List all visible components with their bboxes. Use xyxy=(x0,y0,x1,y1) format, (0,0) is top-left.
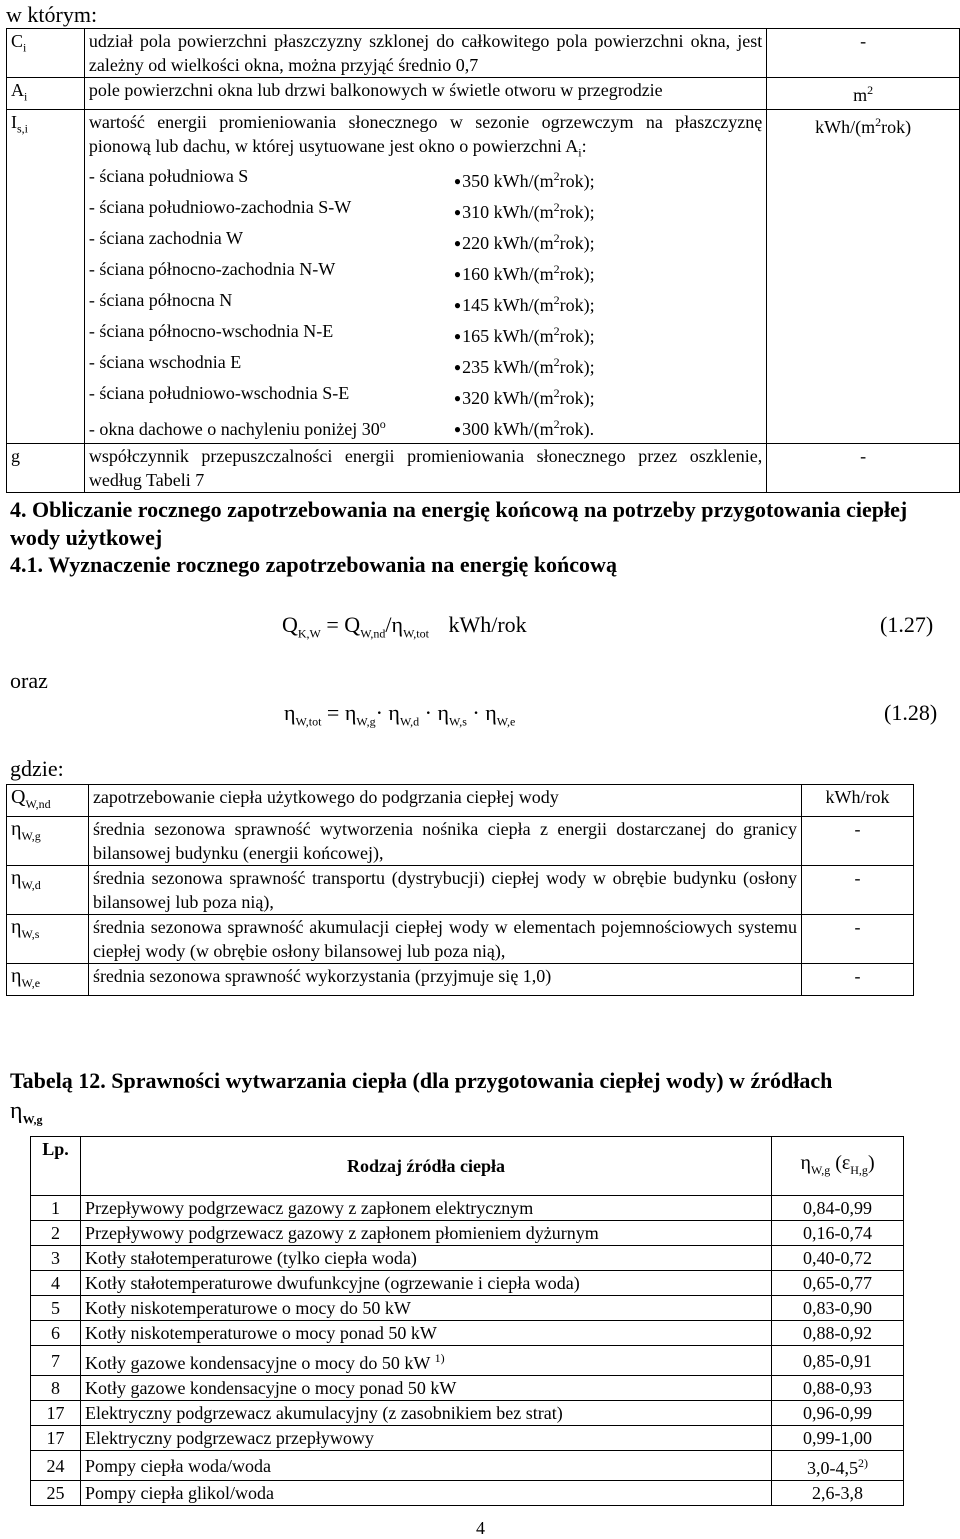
gdzie-text: gdzie: xyxy=(10,756,64,781)
unit-cell: - xyxy=(802,915,914,964)
table-row: 17 Elektryczny podgrzewacz przepływowy 0,99-1,00 xyxy=(31,1426,904,1451)
table-caption: Tabelą 12. Sprawności wytwarzania ciepła (dla przygotowania ciepłej wody) w źródłach $\eta_{W,g}$ xyxy=(10,1068,833,1127)
unit-cell: - xyxy=(802,866,914,915)
table-row xyxy=(7,964,914,996)
oraz-text: oraz xyxy=(10,668,48,693)
table-row xyxy=(7,29,960,78)
symbol-cell: $C_i$ xyxy=(7,29,85,78)
equation-number: (1.28) xyxy=(884,700,938,725)
list-item: - ściana południowo-zachodnia S-W ● 310 kWh/$(m^2rok)$; xyxy=(89,195,762,226)
description-cell: średnia sezonowa sprawność transportu (dystrybucji) ciepłej wody w obrębie budynku (osłony bilansowej lub poza nią), xyxy=(88,866,801,915)
description-cell: wartość energii promieniowania słonecznego w sezonie ogrzewczym na płaszczyznę pionową lub dachu, w której usytuowane jest okno o powierzchni $A_i$: - ściana południowa S ● 350 kWh/$(m^2rok)$; - ściana południowo-zachodnia S-W ● 310 kWh/$(m^2rok)$; - ściana zachodnia W ● 220 kWh/$(m^2rok)$; - ściana północno-zachodnia N-W ● 160 kWh/$(m^2rok)$; - ściana północna N ● 145 kWh/$(m^2rok)$; - ściana północno-wschodnia N-E ● 165 kWh/$(m^2rok)$; - ściana wschodnia E ● 235 kWh/$(m^2rok)$; - ściana południowo-wschodnia S-E ● 320 kWh/$(m^2rok)$; - okna dachowe o nachyleniu poniżej 30$^o$ ● 300 kWh/$(m^2rok)$. xyxy=(84,109,766,444)
unit-cell: - xyxy=(802,964,914,996)
description-cell: współczynnik przepuszczalności energii promieniowania słonecznego przez oszklenie, według Tabeli 7 xyxy=(84,444,766,493)
symbol-cell: g xyxy=(7,444,85,493)
table-header-row xyxy=(31,1137,904,1196)
list-item: - ściana północno-zachodnia N-W ● 160 kWh/$(m^2rok)$; xyxy=(89,257,762,288)
header-lp: Lp. xyxy=(31,1137,81,1196)
table-row: 4 Kotły stałotemperaturowe dwufunkcyjne (ogrzewanie i ciepła woda) 0,65-0,77 xyxy=(31,1271,904,1296)
unit-cell: kWh/rok xyxy=(802,785,914,817)
description-cell: pole powierzchni okna lub drzwi balkonowych w świetle otworu w przegrodzie xyxy=(84,78,766,110)
table-row xyxy=(7,866,914,915)
list-item: - ściana północno-wschodnia N-E ● 165 kWh/$(m^2rok)$; xyxy=(89,319,762,350)
list-item: - ściana wschodnia E ● 235 kWh/$(m^2rok)$; xyxy=(89,350,762,381)
list-item: - ściana zachodnia W ● 220 kWh/$(m^2rok)$; xyxy=(89,226,762,257)
table-row: 1 Przepływowy podgrzewacz gazowy z zapłonem elektrycznym 0,84-0,99 xyxy=(31,1196,904,1221)
description-cell: średnia sezonowa sprawność akumulacji ciepłej wody w elementach pojemnościowych systemu ciepłej wody (w obrębie osłony bilansowej lub poza nią), xyxy=(88,915,801,964)
table-row: 5 Kotły niskotemperaturowe o mocy do 50 kW 0,83-0,90 xyxy=(31,1296,904,1321)
equation-1-27: $Q_{K,W} = Q_{W,nd}/\eta_{W,tot}$ kWh/rok xyxy=(282,612,527,641)
description-cell: średnia sezonowa sprawność wytworzenia nośnika ciepła z energii dostarczanej do granicy bilansowej budynku (energii końcowej), xyxy=(88,817,801,866)
unit-cell: kWh/$(m^2rok)$ xyxy=(767,109,960,444)
list-item: - ściana południowo-wschodnia S-E ● 320 kWh/$(m^2rok)$; xyxy=(89,381,762,412)
symbol-cell: $\eta_{W,d}$ xyxy=(7,866,89,915)
symbol-cell: $Q_{W,nd}$ xyxy=(7,785,89,817)
intro-text: w którym: xyxy=(6,2,98,27)
table-row: 7 Kotły gazowe kondensacyjne o mocy do 50 kW $^{1)}$ 0,85-0,91 xyxy=(31,1346,904,1376)
unit-cell: $m^2$ xyxy=(767,78,960,110)
list-item: - ściana północna N ● 145 kWh/$(m^2rok)$; xyxy=(89,288,762,319)
description-cell: udział pola powierzchni płaszczyzny szklonej do całkowitego pola powierzchni okna, jest zależny od wielkości okna, można przyjąć średnio 0,7 xyxy=(84,29,766,78)
list-item: - ściana południowa S ● 350 kWh/$(m^2rok)$; xyxy=(89,164,762,195)
table-row xyxy=(7,444,960,493)
table-row: 3 Kotły stałotemperaturowe (tylko ciepła woda) 0,40-0,72 xyxy=(31,1246,904,1271)
section-heading: 4. Obliczanie rocznego zapotrzebowania na energię końcową na potrzeby przygotowania ciepłej wody użytkowej xyxy=(10,497,908,550)
unit-cell: - xyxy=(802,817,914,866)
table-row xyxy=(7,109,960,444)
header-name: Rodzaj źródła ciepła xyxy=(80,1137,771,1196)
page-number: 4 xyxy=(476,1518,485,1538)
symbols-table xyxy=(6,28,960,493)
equation-1-28: $\eta_{W,tot} = \eta_{W,g}\cdot \eta_{W,d} \cdot \eta_{W,s} \cdot \eta_{W,e}$ xyxy=(284,700,516,729)
symbol-cell: $\eta_{W,e}$ xyxy=(7,964,89,996)
symbol-cell: $I_{s,i}$ xyxy=(7,109,85,444)
table-row: 8 Kotły gazowe kondensacyjne o mocy ponad 50 kW 0,88-0,93 xyxy=(31,1376,904,1401)
orientation-list xyxy=(89,164,762,443)
description-cell: średnia sezonowa sprawność wykorzystania (przyjmuje się 1,0) xyxy=(88,964,801,996)
table-row xyxy=(7,78,960,110)
unit-cell: - xyxy=(767,29,960,78)
subsection-heading: 4.1. Wyznaczenie rocznego zapotrzebowania na energię końcową xyxy=(10,552,617,577)
header-eta: $\eta_{W,g}$ $(\varepsilon_{H,g})$ xyxy=(772,1137,904,1196)
symbol-cell: $A_i$ xyxy=(7,78,85,110)
unit-cell: - xyxy=(767,444,960,493)
symbol-cell: $\eta_{W,s}$ xyxy=(7,915,89,964)
table-row: 24 Pompy ciepła woda/woda 3,0-4,5$^{2)}$ xyxy=(31,1451,904,1481)
table-row xyxy=(7,785,914,817)
list-item: - okna dachowe o nachyleniu poniżej 30$^o$ ● 300 kWh/$(m^2rok)$. xyxy=(89,412,762,443)
where-table xyxy=(6,784,914,996)
table-row xyxy=(7,817,914,866)
table-row: 2 Przepływowy podgrzewacz gazowy z zapłonem płomieniem dyżurnym 0,16-0,74 xyxy=(31,1221,904,1246)
description-cell: zapotrzebowanie ciepła użytkowego do podgrzania ciepłej wody xyxy=(88,785,801,817)
table-row: 17 Elektryczny podgrzewacz akumulacyjny (z zasobnikiem bez strat) 0,96-0,99 xyxy=(31,1401,904,1426)
equation-number: (1.27) xyxy=(880,612,934,637)
symbol-cell: $\eta_{W,g}$ xyxy=(7,817,89,866)
efficiency-table xyxy=(30,1136,904,1506)
table-row: 6 Kotły niskotemperaturowe o mocy ponad 50 kW 0,88-0,92 xyxy=(31,1321,904,1346)
table-row xyxy=(7,915,914,964)
table-row: 25 Pompy ciepła glikol/woda 2,6-3,8 xyxy=(31,1481,904,1506)
